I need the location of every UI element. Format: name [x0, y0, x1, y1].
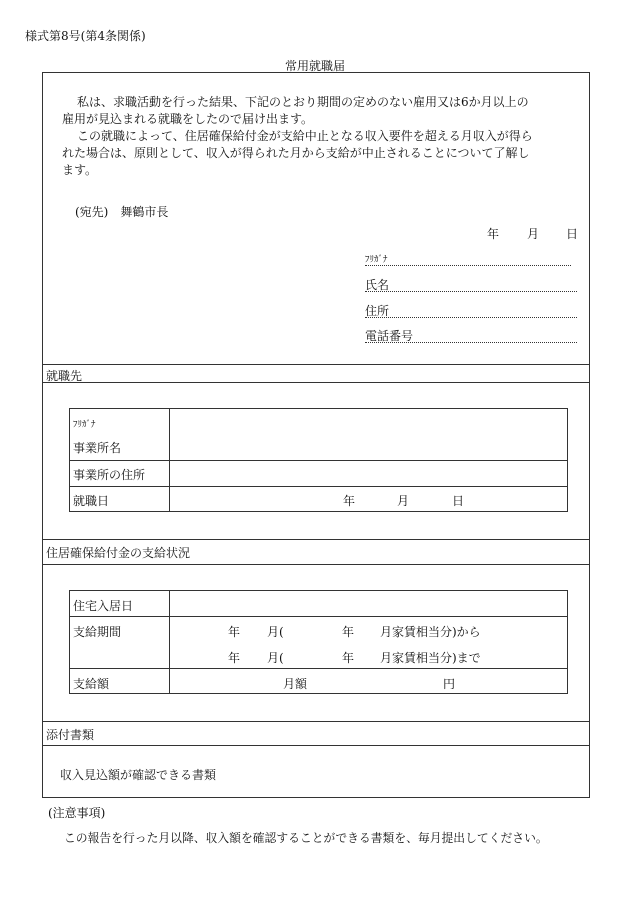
divider [42, 539, 590, 540]
declaration-line-3: この就職によって、住居確保給付金が支給中止となる収入要件を超える月収入が得ら [77, 129, 533, 143]
page-title: 常用就職届 [285, 59, 346, 73]
date-year-label: 年 [487, 227, 500, 241]
period-from-year: 年 [228, 625, 241, 639]
table-column-divider [169, 590, 170, 694]
benefit-amount-label: 支給額 [73, 677, 110, 691]
period-from-rent-year: 年 [342, 625, 355, 639]
benefit-period-label: 支給期間 [73, 625, 122, 639]
applicant-phone-field[interactable] [365, 342, 577, 343]
period-to-rent-year: 年 [342, 651, 355, 665]
applicant-name-field[interactable] [365, 291, 577, 292]
benefit-yen-label: 円 [443, 677, 456, 691]
declaration-line-1: 私は、求職活動を行った結果、下記のとおり期間の定めのない雇用又は6か月以上の [77, 95, 529, 109]
period-to-year: 年 [228, 651, 241, 665]
divider [42, 721, 590, 722]
employment-furigana-label: ﾌﾘｶﾞﾅ [73, 420, 96, 430]
period-from-month: 月( [267, 625, 284, 639]
applicant-phone-label: 電話番号 [365, 329, 414, 343]
notes-title: (注意事項) [48, 806, 106, 820]
date-day-label: 日 [566, 227, 579, 241]
benefit-monthly-label: 月額 [283, 677, 308, 691]
addressee: (宛先) 舞鶴市長 [75, 205, 169, 219]
employment-company-name-label: 事業所名 [73, 441, 122, 455]
table-row-divider [69, 616, 568, 617]
table-row-divider [69, 486, 568, 487]
table-row-divider [69, 668, 568, 669]
period-to-rent-month: 月家賃相当分)まで [380, 651, 481, 665]
applicant-address-label: 住所 [365, 304, 390, 318]
applicant-address-field[interactable] [365, 317, 577, 318]
benefit-section-title: 住居確保給付金の支給状況 [46, 546, 191, 560]
divider [42, 745, 590, 746]
employment-section-title: 就職先 [46, 369, 83, 383]
attachment-content: 収入見込額が確認できる書類 [60, 768, 217, 782]
divider [42, 564, 590, 565]
form-number: 様式第8号(第4条関係) [25, 29, 146, 43]
employment-start-date-label: 就職日 [73, 494, 110, 508]
notes-content: この報告を行った月以降、収入額を確認することができる書類を、毎月提出してください。 [64, 831, 548, 845]
benefit-move-in-label: 住宅入居日 [73, 599, 134, 613]
period-to-month: 月( [267, 651, 284, 665]
employment-year-label: 年 [343, 494, 356, 508]
attachment-section-title: 添付書類 [46, 728, 95, 742]
employment-company-address-label: 事業所の住所 [73, 468, 146, 482]
divider [42, 364, 590, 365]
applicant-furigana-label: ﾌﾘｶﾞﾅ [365, 255, 388, 265]
employment-day-label: 日 [452, 494, 465, 508]
declaration-line-5: ます。 [62, 163, 98, 177]
declaration-line-2: 雇用が見込まれる就職をしたので届け出ます。 [62, 112, 314, 126]
date-month-label: 月 [527, 227, 540, 241]
applicant-furigana-field[interactable] [365, 265, 571, 266]
period-from-rent-month: 月家賃相当分)から [380, 625, 481, 639]
applicant-name-label: 氏名 [365, 278, 390, 292]
employment-month-label: 月 [397, 494, 410, 508]
table-row-divider [69, 460, 568, 461]
declaration-line-4: れた場合は、原則として、収入が得られた月から支給が中止されることについて了解し [62, 146, 530, 160]
benefit-table [69, 590, 568, 694]
divider [42, 382, 590, 383]
